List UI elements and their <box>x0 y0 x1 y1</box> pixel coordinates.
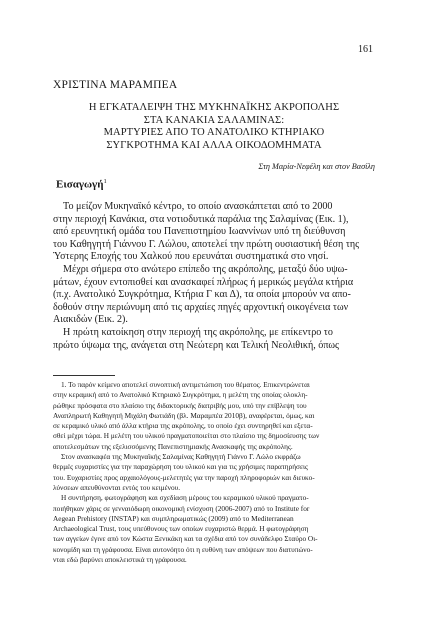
footnote-line: 1. Το παρόν κείμενο αποτελεί συνοπτική αντιμετώπιση του θέματος. Επικεντρώνεται <box>61 380 310 389</box>
title-line: ΣΥΓΚΡΟΤΗΜΑ ΚΑΙ ΑΛΛΑ ΟΙΚΟΔΟΜΗΜΑΤΑ <box>106 139 322 151</box>
footnote-line: στην κεραμική από το Ανατολικό Κτηριακό Συγκρότημα, η μελέτη της οποίας ολοκλη- <box>53 390 308 400</box>
body-line: Ύστερης Εποχής του Χαλκού που ερευνάται συστηματικά στο νησί. <box>53 251 329 263</box>
body-line: δοθούν στην περιώνυμη από τις αρχαίες πηγές αρχοντική οικογένεια των <box>53 301 349 313</box>
title-line: ΣΤΑ ΚΑΝΑΚΙΑ ΣΑΛΑΜΙΝΑΣ: <box>143 114 285 126</box>
body-line: πρώτο ύψωμα της, ανάγεται στη Νεώτερη και Τελική Νεολιθική, όπως <box>53 339 340 351</box>
author-name: ΧΡΙΣΤΙΝΑ ΜΑΡΑΜΠΕΑ <box>53 79 178 91</box>
page-number: 161 <box>358 44 373 55</box>
footnote-separator <box>53 375 115 376</box>
dedication: Στη Μαρία-Νεφέλη και στον Βασίλη <box>258 162 375 171</box>
footnote-line: Η συντήρηση, φωτογράφηση και σχεδίαση μέρους του κεραμικού υλικού πραγματο- <box>61 493 309 503</box>
title-line: ΜΑΡΤΥΡΙΕΣ ΑΠΟ ΤΟ ΑΝΑΤΟΛΙΚΟ ΚΤΗΡΙΑΚΟ <box>103 127 325 138</box>
body-line: Μέχρι σήμερα στο ανώτερο επίπεδο της ακρόπολης, μεταξύ δύο υψω- <box>63 263 348 275</box>
body-line: από ερευνητική ομάδα του Πανεπιστημίου Ιωαννίνων υπό τη διεύθυνση <box>53 226 346 238</box>
title-line: Η ΕΓΚΑΤΑΛΕΙΨΗ ΤΗΣ ΜΥΚΗΝΑΪΚΗΣ ΑΚΡΟΠΟΛΗΣ <box>88 102 340 113</box>
article-title <box>40 102 388 152</box>
footnote-line: Aegean Prehistory (INSTAP) και συμπληρωματικώς (2009) από το Mediterranean <box>53 513 294 523</box>
section-heading <box>56 178 107 191</box>
body-line: Το μείζον Μυκηναϊκό κέντρο, το οποίο ανασκάπτεται από το 2000 <box>63 201 333 212</box>
footnote-line: ρώθηκε πρόσφατα στο πλαίσιο της διδακτορικής διατριβής μου, υπό την επίβλεψη του <box>53 400 307 410</box>
footnote-line: νται εδώ βαρύνει αποκλειστικά τη γράφουσα. <box>53 555 187 565</box>
footnote-line: σθεί μέχρι τώρα. Η μελέτη του υλικού πραγματοποιείται στο πλαίσιο της δημοσίευσης των <box>53 431 320 441</box>
footnote-line: του. Ευχαριστίες προς αρχαιολόγους-μελετητές για την παροχή πληροφοριών και διευκο- <box>53 472 315 482</box>
footnote-line: θερμές ευχαριστίες για την παραχώρηση του υλικού και για τις χρήσιμες παρατηρήσεις <box>53 462 308 472</box>
footnote-line: των αγγείων έγινε από τον Κώστα Ξενικάκη και τα σχέδια από τον συνάδελφο Σταύρο Οι- <box>53 534 318 544</box>
footnote-line: ποιήθηκαν χάρις σε γενναιόδωρη οικονομική ενίσχυση (2006-2007) από το Institute for <box>53 503 310 513</box>
footnote-line: Αναπληρωτή Καθηγητή Μιχάλη Φωτιάδη (βλ. Μαραμπέα 2010β), αναφέρεται, όμως, και <box>53 410 315 420</box>
footnote-marker: 1 <box>103 178 107 185</box>
body-line: μάτων, έχουν εντοπισθεί και ανασκαφεί πλήρως ή μερικώς μεγάλα κτήρια <box>53 276 354 288</box>
footnotes <box>53 380 378 565</box>
footnote-line: Archaeological Trust, τους υπεύθυνους των οποίων ευχαριστώ θερμά. Η φωτογράφηση <box>53 524 309 534</box>
footnote-line: Στον ανασκαφέα της Μυκηναϊκής Σαλαμίνας Καθηγητή Γιάννο Γ. Λώλο εκφράζω <box>61 452 301 462</box>
body-line: του Καθηγητή Γιάννου Γ. Λώλου, αποτελεί την πρώτη ουσιαστική θέση της <box>53 238 360 250</box>
footnote-line: αποτελεσμάτων της εξελισσόμενης Πανεπιστημιακής Ανασκαφής της ακρόπολης. <box>53 441 293 451</box>
footnote-line: λύνσεων απευθύνονται εντός του κειμένου. <box>53 482 181 492</box>
footnote-line: κονομίδη και τη γράφουσα. Είναι αυτονόητο ότι η ευθύνη των απόψεων που διατυπώνο- <box>53 544 313 554</box>
body-line: στην περιοχή Κανάκια, στα νοτιοδυτικά παράλια της Σαλαμίνας (Εικ. 1), <box>53 213 349 225</box>
body-line: (π.χ. Ανατολικό Συγκρότημα, Κτήρια Γ και Δ), τα οποία μπορούν να απο- <box>53 289 351 301</box>
footnote-line: σε κεραμικό υλικό από άλλα κτήρια της ακρόπολης, το οποίο έχει συντηρηθεί και εξετα- <box>53 421 313 431</box>
body-line: Αιακιδών (Εικ. 2). <box>53 314 128 326</box>
body-text <box>53 201 378 352</box>
section-heading-text: Εισαγωγή <box>56 178 104 191</box>
body-line: Η πρώτη κατοίκηση στην περιοχή της ακρόπολης, με επίκεντρο το <box>63 326 333 338</box>
